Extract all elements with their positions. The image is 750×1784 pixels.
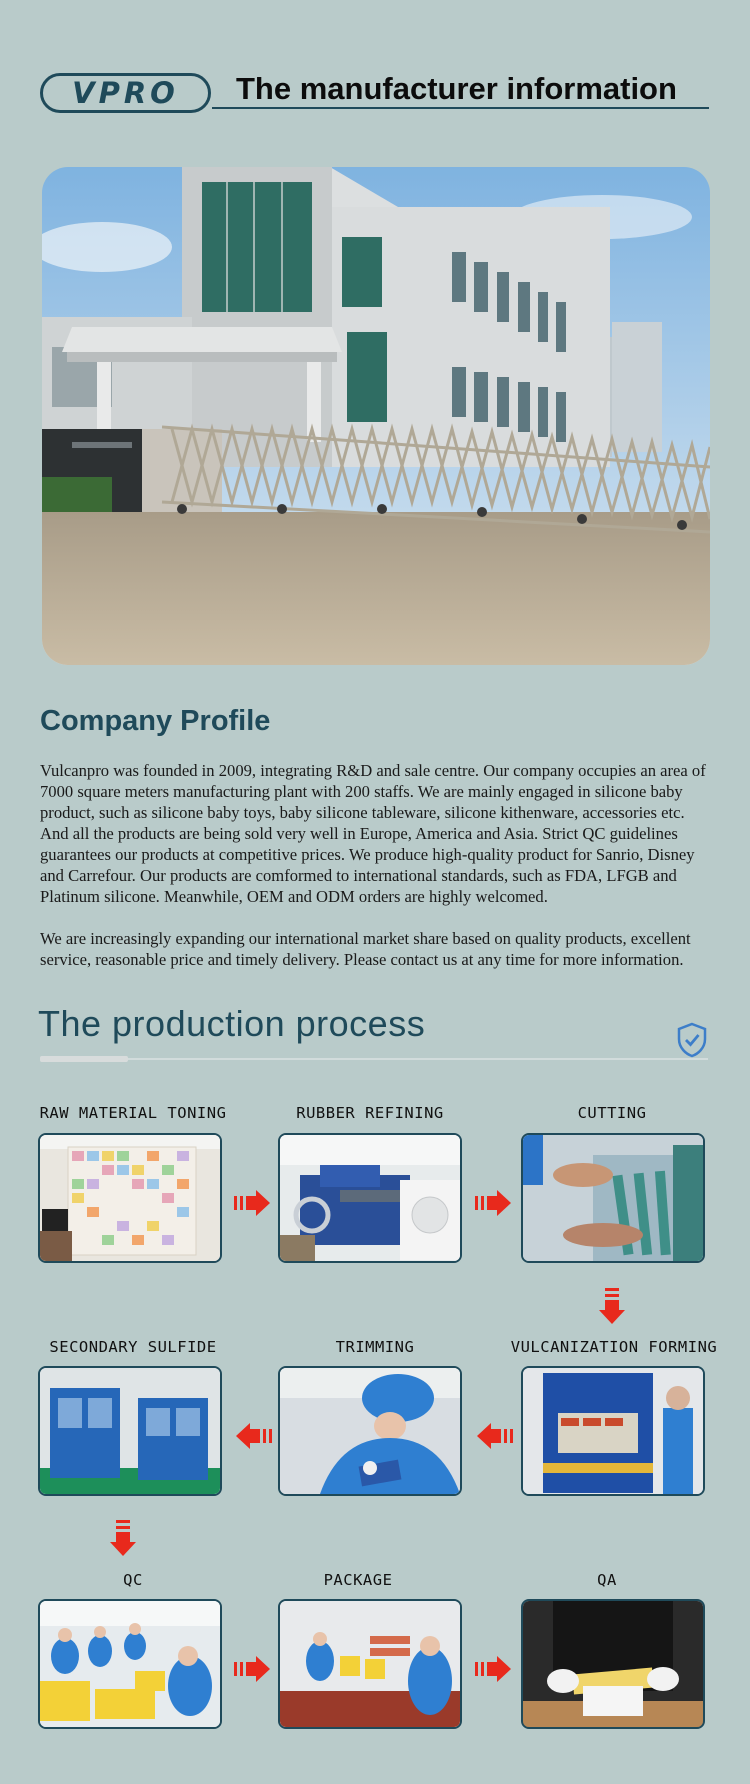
arrow-right-icon: [475, 1188, 513, 1218]
arrow-left-icon: [234, 1421, 272, 1451]
step-label-trimming: TRIMMING: [335, 1338, 415, 1356]
step-photo-vulcanization-forming: [521, 1366, 705, 1496]
header-divider: [212, 107, 709, 109]
brand-logo: [40, 73, 211, 113]
shield-check-icon: [676, 1022, 708, 1058]
step-label-package: PACKAGE: [323, 1571, 393, 1589]
step-label-qa: QA: [597, 1571, 617, 1589]
logo-text: VPRO: [72, 76, 179, 110]
step-label-rubber-refining: RUBBER REFINING: [296, 1104, 444, 1122]
arrow-down-icon: [597, 1288, 627, 1326]
page-title: The manufacturer information: [236, 71, 677, 106]
production-process-heading: The production process: [38, 1003, 426, 1044]
process-divider: [40, 1058, 708, 1060]
process-divider-accent: [40, 1056, 128, 1062]
arrow-left-icon: [475, 1421, 513, 1451]
step-photo-raw-material-toning: [38, 1133, 222, 1263]
step-label-cutting: CUTTING: [577, 1104, 647, 1122]
step-label-vulcanization-forming: VULCANIZATION FORMING: [510, 1338, 718, 1356]
arrow-right-icon: [234, 1654, 272, 1684]
company-profile-heading: Company Profile: [40, 705, 271, 737]
step-label-raw-material-toning: RAW MATERIAL TONING: [39, 1104, 227, 1122]
profile-paragraph: Vulcanpro was founded in 2009, integrating R&D and sale centre. Our company occupies an area of 7000 square meters manufacturing plant with 200 staffs. We are mainly engaged in silicone baby product, such as silicone baby toys, baby silicone tableware, silicone kithenware, accessories etc. And all the products are being sold very well in Europe, America and Asia. Strict QC guidelines guarantees our products at competitive prices. We produce high-quality product for Sanrio, Disney and Carrefour. Our products are comformed to international standards, such as FDA, LFGB and Platinum silicone. Meanwhile, OEM and ODM orders are highly welcomed.: [40, 761, 706, 906]
factory-photo: [42, 167, 710, 665]
step-label-qc: QC: [123, 1571, 143, 1589]
step-photo-trimming: [278, 1366, 462, 1496]
step-photo-rubber-refining: [278, 1133, 462, 1263]
arrow-right-icon: [475, 1654, 513, 1684]
step-photo-cutting: [521, 1133, 705, 1263]
step-photo-package: [278, 1599, 462, 1729]
profile-paragraph: We are increasingly expanding our international market share based on quality products, excellent service, reasonable price and timely delivery. Please contact us at any time for more information.: [40, 929, 691, 969]
step-photo-qa: [521, 1599, 705, 1729]
arrow-right-icon: [234, 1188, 272, 1218]
step-photo-qc: [38, 1599, 222, 1729]
company-profile-text: [40, 760, 712, 991]
step-label-secondary-sulfide: SECONDARY SULFIDE: [49, 1338, 217, 1356]
step-photo-secondary-sulfide: [38, 1366, 222, 1496]
arrow-down-icon: [108, 1520, 138, 1558]
